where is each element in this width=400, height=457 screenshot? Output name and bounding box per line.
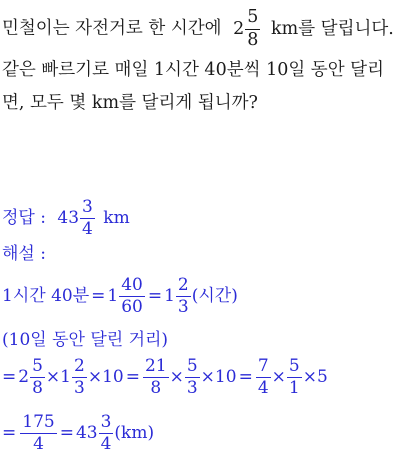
question-line-2: 같은 빠르기로 매일 1시간 40분씩 10일 동안 달리 [2, 60, 384, 80]
mixed-number-whole: 2 [233, 18, 245, 39]
fraction: $\frac{5}{3}$ [186, 356, 198, 398]
step1-lhs: 1시간 40분 [2, 286, 90, 306]
answer-whole: 43 [57, 208, 80, 228]
explanation-step-1: 1시간 40분 = 1 $\frac{40}{60}$ = 1 $\frac{2}{3}$ (시간) [2, 275, 238, 317]
fraction: $\frac{40}{60}$ [121, 275, 143, 317]
step1-suffix: (시간) [191, 286, 238, 306]
fraction: $\frac{2}{3}$ [177, 275, 189, 317]
fraction: $\frac{175}{4}$ [22, 412, 55, 454]
fraction: $\frac{21}{8}$ [144, 356, 167, 398]
explanation-step-3: = 2 $\frac{5}{8}$ ×1 $\frac{2}{3}$ ×10 = $\frac{21}{8}$ × $\frac{5}{3}$ ×10 = $\frac{7}{4}$ × $\frac{5}{1}$ ×5 [2, 356, 328, 398]
fraction: $\frac{2}{3}$ [73, 356, 85, 398]
explanation-step-4: = $\frac{175}{4}$ = 43 $\frac{3}{4}$ (km) [2, 412, 155, 454]
fraction: $\frac{3}{4}$ [100, 412, 112, 454]
question-text-b: km를 달립니다. [271, 18, 394, 39]
explanation-label: 해설 : [2, 244, 46, 264]
fraction: $\frac{5}{8}$ [32, 356, 43, 398]
answer-unit: km [103, 208, 130, 228]
answer-label: 정답 : [2, 208, 46, 228]
explanation-step-2: (10일 동안 달린 거리) [2, 330, 169, 350]
question-text-a: 민철이는 자전거로 한 시간에 [2, 18, 222, 39]
question-line-3: 면, 모두 몇 km를 달리게 됩니까? [2, 93, 258, 113]
fraction: $\frac{5}{8}$ [247, 7, 259, 50]
question-line-1 [2, 9, 394, 49]
answer-line [2, 199, 130, 238]
fraction: $\frac{7}{4}$ [257, 356, 269, 398]
answer-fraction: $\frac{3}{4}$ [82, 197, 93, 239]
step4-unit: (km) [114, 423, 155, 443]
fraction: $\frac{5}{1}$ [288, 356, 300, 398]
